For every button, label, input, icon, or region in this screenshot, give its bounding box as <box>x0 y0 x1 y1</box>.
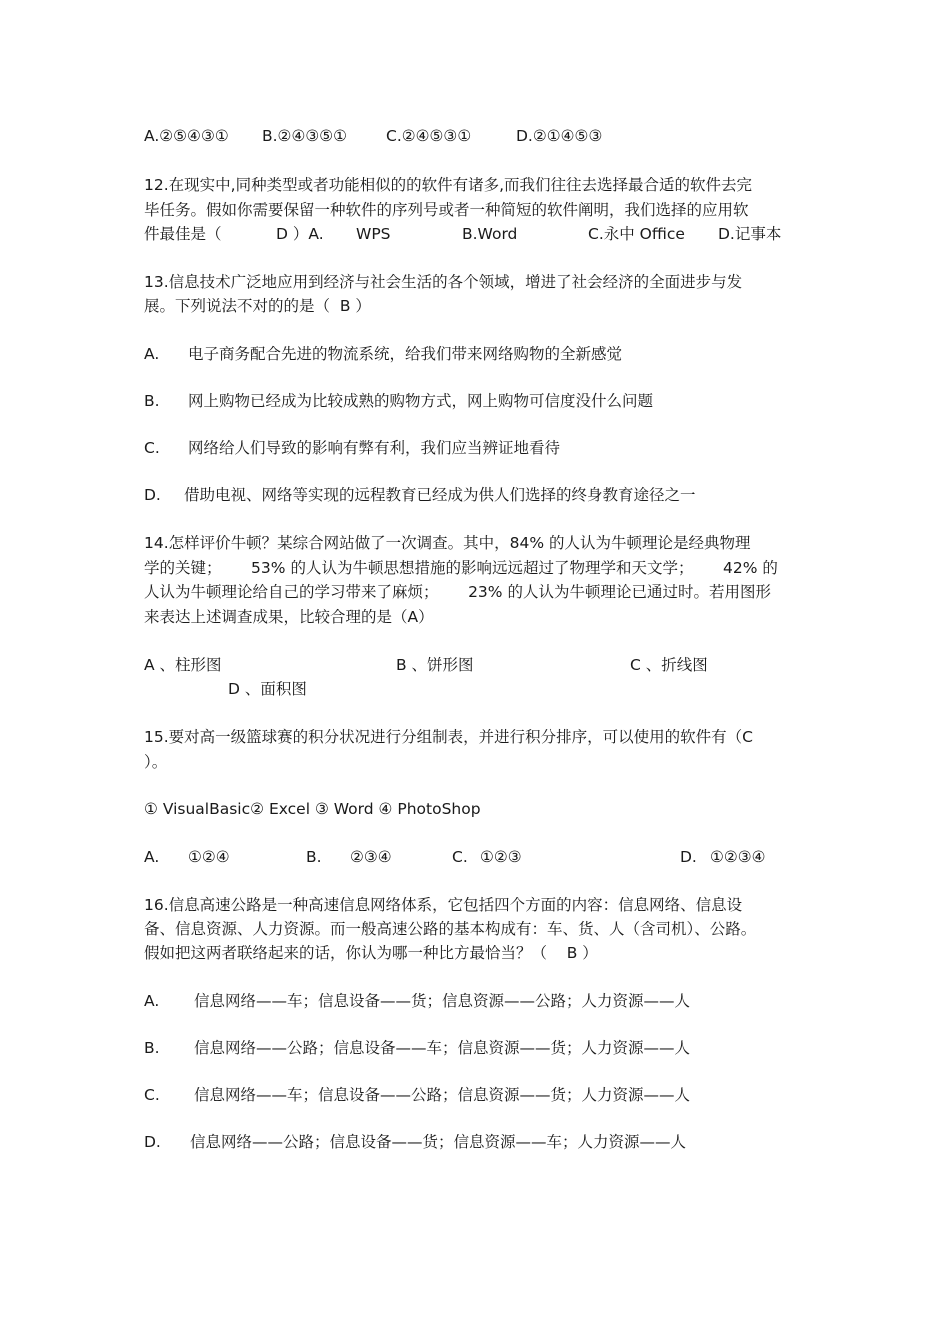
q12-option-d: D.记事本 <box>718 225 782 243</box>
q15-option-a-label: A. <box>144 848 160 866</box>
q12-option-a: WPS <box>356 225 391 243</box>
q11-option-a: A.②⑤④③① <box>144 127 229 145</box>
option-label: A. <box>144 992 160 1010</box>
q15-line-1: 15.要对高一级篮球赛的积分状况进行分组制表，并进行积分排序，可以使用的软件有（C <box>144 728 753 746</box>
q15-option-a-text: ①②④ <box>188 848 230 866</box>
q11-option-d: D.②①④⑤③ <box>516 127 603 145</box>
q14-option-b: B 、饼形图 <box>396 656 474 674</box>
q11-option-b: B.②④③⑤① <box>262 127 348 145</box>
option-text: 网络给人们导致的影响有弊有利，我们应当辨证地看待 <box>188 439 561 457</box>
q15-items: ① VisualBasic② Excel ③ Word ④ PhotoShop <box>144 800 481 818</box>
q13-line-2: 展。下列说法不对的的是（ B ） <box>144 297 371 315</box>
option-text: 信息网络——公路；信息设备——车；信息资源——货；人力资源——人 <box>194 1039 691 1057</box>
q12-option-b: B.Word <box>462 225 518 243</box>
q14-line-4: 来表达上述调查成果，比较合理的是（A） <box>144 608 434 626</box>
q12-line-1: 12.在现实中,同种类型或者功能相似的的软件有诸多,而我们往往去选择最合适的软件去完 <box>144 176 753 194</box>
q15-option-c-label: C. <box>452 848 468 866</box>
option-text: 网上购物已经成为比较成熟的购物方式，网上购物可信度没什么问题 <box>188 392 654 410</box>
q15-option-d-text: ①②③④ <box>710 848 766 866</box>
option-text: 信息网络——车；信息设备——公路；信息资源——货；人力资源——人 <box>194 1086 691 1104</box>
option-text: 信息网络——车；信息设备——货；信息资源——公路；人力资源——人 <box>194 992 691 1010</box>
q16-option-d <box>144 1130 844 1226</box>
q14-line-1: 14.怎样评价牛顿？某综合网站做了一次调查。其中，84% 的人认为牛顿理论是经典物理 <box>144 534 751 552</box>
q15-option-b-text: ②③④ <box>350 848 392 866</box>
q12-answer: D ）A. <box>276 225 324 243</box>
q15-line-2: ）。 <box>144 753 168 771</box>
q14-line-2: 学的关键； 53% 的人认为牛顿思想措施的影响远远超过了物理学和天文学； 42% 的 <box>144 559 778 577</box>
option-text: 信息网络——公路；信息设备——货；信息资源——车；人力资源——人 <box>190 1133 687 1151</box>
q14-option-c: C 、折线图 <box>630 656 708 674</box>
q15-option-d-label: D. <box>680 848 697 866</box>
q16-line-3: 假如把这两者联络起来的话，你认为哪一种比方最恰当？（ B ） <box>144 944 598 962</box>
option-label: D. <box>144 1133 161 1151</box>
option-label: C. <box>144 1086 160 1104</box>
q12-option-c: C.永中 Office <box>588 225 685 243</box>
q14-option-a: A 、柱形图 <box>144 656 222 674</box>
q12-line-2: 毕任务。假如你需要保留一种软件的序列号或者一种简短的软件阐明，我们选择的应用软 <box>144 201 749 219</box>
q14-option-d: D 、面积图 <box>228 680 307 698</box>
q12-prefix: 件最佳是（ <box>144 225 222 243</box>
q16-line-1: 16.信息高速公路是一种高速信息网络体系，它包括四个方面的内容：信息网络、信息设 <box>144 896 743 914</box>
q11-option-c: C.②④⑤③① <box>386 127 472 145</box>
option-label: B. <box>144 1039 160 1057</box>
q16-line-2: 备、信息资源、人力资源。而一般高速公路的基本构成有：车、货、人（含司机）、公路。 <box>144 920 757 938</box>
q14-line-3: 人认为牛顿理论给自己的学习带来了麻烦； 23% 的人认为牛顿理论已通过时。若用图形 <box>144 583 771 601</box>
option-label: A. <box>144 345 160 363</box>
q15-option-b-label: B. <box>306 848 322 866</box>
option-text: 借助电视、网络等实现的远程教育已经成为供人们选择的终身教育途径之一 <box>184 486 696 504</box>
option-label: C. <box>144 439 160 457</box>
q13-line-1: 13.信息技术广泛地应用到经济与社会生活的各个领域，增进了社会经济的全面进步与发 <box>144 273 743 291</box>
option-text: 电子商务配合先进的物流系统，给我们带来网络购物的全新感觉 <box>188 345 623 363</box>
q15-option-c-text: ①②③ <box>480 848 522 866</box>
option-label: D. <box>144 486 161 504</box>
option-label: B. <box>144 392 160 410</box>
